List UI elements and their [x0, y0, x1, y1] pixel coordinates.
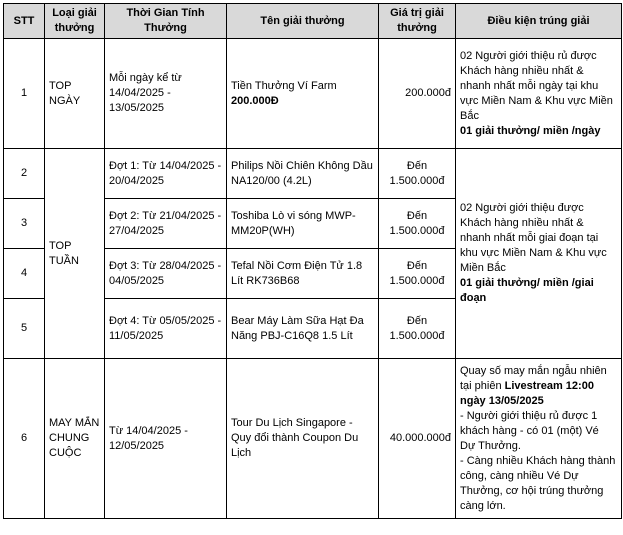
condition-text: 02 Người giới thiệu được Khách hàng nhiều nhất & nhanh nhất mỗi giai đoạn tại khu vực Miền Nam & Khu vực Miền Bắc [460, 202, 607, 274]
condition-bold: Livestream 12:00 ngày 13/05/2025 [460, 379, 594, 407]
header-condition: Điều kiện trúng giải [456, 4, 622, 39]
condition-line: - Người giới thiệu rủ được 1 khách hàng - có 01 (một) Vé Dự Thưởng. [460, 409, 599, 452]
row-prize-name [227, 39, 379, 149]
row-time: Đợt 2: Từ 21/04/2025 - 27/04/2025 [105, 199, 227, 249]
row-time: Mỗi ngày kể từ 14/04/2025 - 13/05/2025 [105, 39, 227, 149]
row-value: 40.000.000đ [379, 359, 456, 519]
table-row [4, 149, 622, 199]
row-prize-name: Philips Nồi Chiên Không Dầu NA120/00 (4.2L) [227, 149, 379, 199]
row-time: Đợt 4: Từ 05/05/2025 - 11/05/2025 [105, 299, 227, 359]
row-stt: 1 [4, 39, 45, 149]
table-header-row [4, 4, 622, 39]
row-type: TOP NGÀY [45, 39, 105, 149]
row-prize-name: Tefal Nồi Cơm Điện Tử 1.8 Lít RK736B68 [227, 249, 379, 299]
row-value: 200.000đ [379, 39, 456, 149]
row-stt: 5 [4, 299, 45, 359]
row-stt: 2 [4, 149, 45, 199]
header-name: Tên giải thưởng [227, 4, 379, 39]
row-time: Đợt 1: Từ 14/04/2025 - 20/04/2025 [105, 149, 227, 199]
condition-bold: 01 giải thưởng/ miền /giai đoạn [460, 277, 594, 304]
row-value: Đến 1.500.000đ [379, 199, 456, 249]
condition-text: Quay số may mắn ngẫu nhiên tại phiên [460, 364, 607, 392]
row-prize-name: Toshiba Lò vi sóng MWP-MM20P(WH) [227, 199, 379, 249]
header-value: Giá trị giải thưởng [379, 4, 456, 39]
row-type: TOP TUẦN [45, 149, 105, 359]
row-value: Đến 1.500.000đ [379, 299, 456, 359]
row-time: Đợt 3: Từ 28/04/2025 - 04/05/2025 [105, 249, 227, 299]
condition-bold: 01 giải thưởng/ miền /ngày [460, 124, 601, 137]
row-condition [456, 39, 622, 149]
row-stt: 3 [4, 199, 45, 249]
row-stt: 6 [4, 359, 45, 519]
row-prize-name: Tour Du Lịch Singapore - Quy đổi thành Coupon Du Lịch [227, 359, 379, 519]
row-value: Đến 1.500.000đ [379, 249, 456, 299]
row-condition [456, 359, 622, 519]
table-row [4, 39, 622, 149]
row-stt: 4 [4, 249, 45, 299]
row-condition [456, 149, 622, 359]
table-row [4, 359, 622, 519]
condition-line: - Càng nhiều Khách hàng thành công, càng nhiều Vé Dự Thưởng, cơ hội trúng thưởng càng lớn. [460, 454, 616, 512]
row-value: Đến 1.500.000đ [379, 149, 456, 199]
row-prize-name: Bear Máy Làm Sữa Hạt Đa Năng PBJ-C16Q8 1.5 Lít [227, 299, 379, 359]
prize-table [3, 3, 622, 519]
prize-name-text: Tiền Thưởng Ví Farm [231, 79, 337, 92]
row-time: Từ 14/04/2025 - 12/05/2025 [105, 359, 227, 519]
header-time: Thời Gian Tính Thưởng [105, 4, 227, 39]
condition-text: 02 Người giới thiệu rủ được Khách hàng nhiều nhất & nhanh nhất mỗi ngày tại khu vực Miền Nam & Khu vực Miền Bắc [460, 49, 613, 122]
header-type: Loại giải thưởng [45, 4, 105, 39]
prize-name-bold: 200.000Đ [231, 94, 279, 107]
header-stt: STT [4, 4, 45, 39]
row-type: MAY MẮN CHUNG CUỘC [45, 359, 105, 519]
